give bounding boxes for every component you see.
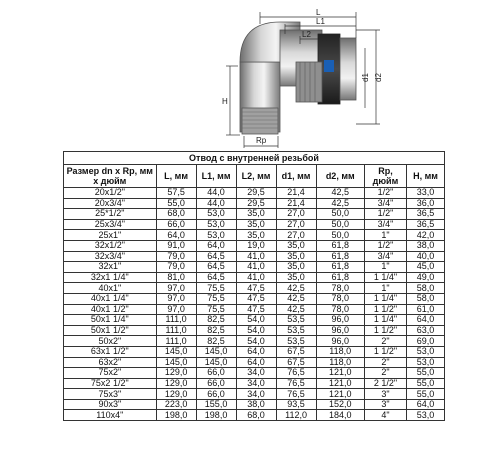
cell-size: 90x3"	[64, 399, 157, 410]
cell-Rp: 1 1/2"	[364, 346, 406, 357]
cell-d2: 78,0	[316, 304, 364, 315]
header-Rp: Rp, дюйм	[364, 165, 406, 188]
cell-L: 111,0	[156, 336, 196, 347]
cell-size: 25*1/2"	[64, 209, 157, 220]
header-H: H, мм	[407, 165, 445, 188]
cell-d2: 96,0	[316, 325, 364, 336]
table-row	[64, 346, 445, 357]
label-d1: d1	[361, 73, 370, 82]
cell-L1: 82,5	[196, 336, 236, 347]
cell-L1: 145,0	[196, 357, 236, 368]
table-row	[64, 209, 445, 220]
cell-H: 55,0	[407, 378, 445, 389]
cell-d1: 35,0	[276, 262, 316, 273]
cell-L2: 38,0	[236, 399, 276, 410]
cell-L1: 82,5	[196, 325, 236, 336]
cell-d1: 67,5	[276, 357, 316, 368]
cell-L2: 35,0	[236, 219, 276, 230]
cell-L2: 34,0	[236, 368, 276, 379]
cell-d1: 27,0	[276, 219, 316, 230]
cell-L: 57,5	[156, 188, 196, 199]
cell-L: 97,0	[156, 304, 196, 315]
cell-Rp: 1"	[364, 283, 406, 294]
cell-d1: 21,4	[276, 198, 316, 209]
cell-H: 53,0	[407, 346, 445, 357]
cell-d1: 76,5	[276, 389, 316, 400]
cell-H: 55,0	[407, 389, 445, 400]
cell-H: 64,0	[407, 399, 445, 410]
cell-L2: 41,0	[236, 262, 276, 273]
cell-d1: 27,0	[276, 209, 316, 220]
cell-L1: 44,0	[196, 188, 236, 199]
cell-L: 145,0	[156, 346, 196, 357]
label-L1: L1	[316, 17, 325, 26]
table-row	[64, 399, 445, 410]
cell-L: 223,0	[156, 399, 196, 410]
cell-size: 63x1 1/2"	[64, 346, 157, 357]
cell-Rp: 4"	[364, 410, 406, 421]
cell-d2: 78,0	[316, 283, 364, 294]
cell-L: 97,0	[156, 293, 196, 304]
table-row	[64, 336, 445, 347]
cell-d2: 50,0	[316, 219, 364, 230]
cell-size: 75x3"	[64, 389, 157, 400]
header-d2: d2, мм	[316, 165, 364, 188]
cell-H: 55,0	[407, 368, 445, 379]
cell-size: 75x2 1/2"	[64, 378, 157, 389]
cell-size: 40x1"	[64, 283, 157, 294]
cell-size: 25x3/4"	[64, 219, 157, 230]
cell-Rp: 3/4"	[364, 251, 406, 262]
cell-H: 49,0	[407, 272, 445, 283]
fitting-body	[240, 22, 356, 134]
cell-d1: 112,0	[276, 410, 316, 421]
cell-H: 63,0	[407, 325, 445, 336]
cell-H: 53,0	[407, 410, 445, 421]
cell-L: 64,0	[156, 230, 196, 241]
cell-size: 110x4"	[64, 410, 157, 421]
cell-L: 81,0	[156, 272, 196, 283]
cell-d2: 121,0	[316, 378, 364, 389]
table-row	[64, 315, 445, 326]
cell-L1: 66,0	[196, 389, 236, 400]
table-row	[64, 378, 445, 389]
cell-H: 36,5	[407, 219, 445, 230]
cell-d2: 50,0	[316, 230, 364, 241]
cell-L: 55,0	[156, 198, 196, 209]
cell-d2: 118,0	[316, 357, 364, 368]
cell-L2: 68,0	[236, 410, 276, 421]
cell-L2: 34,0	[236, 389, 276, 400]
cell-Rp: 1/2"	[364, 188, 406, 199]
cell-size: 32x1/2"	[64, 240, 157, 251]
cell-H: 38,0	[407, 240, 445, 251]
cell-H: 40,0	[407, 251, 445, 262]
cell-d1: 42,5	[276, 293, 316, 304]
cell-d1: 53,5	[276, 315, 316, 326]
cell-L2: 35,0	[236, 209, 276, 220]
cell-L: 198,0	[156, 410, 196, 421]
cell-size: 20x1/2"	[64, 188, 157, 199]
cell-d1: 53,5	[276, 336, 316, 347]
cell-L: 129,0	[156, 389, 196, 400]
cell-Rp: 3/4"	[364, 219, 406, 230]
cell-size: 32x1"	[64, 262, 157, 273]
cell-L1: 145,0	[196, 346, 236, 357]
cell-L2: 41,0	[236, 272, 276, 283]
label-L: L	[316, 8, 321, 17]
cell-L: 91,0	[156, 240, 196, 251]
cell-d2: 61,8	[316, 240, 364, 251]
cell-L: 111,0	[156, 315, 196, 326]
cell-L2: 29,5	[236, 188, 276, 199]
cell-d1: 42,5	[276, 304, 316, 315]
cell-L1: 75,5	[196, 283, 236, 294]
cell-H: 33,0	[407, 188, 445, 199]
cell-Rp: 1 1/4"	[364, 315, 406, 326]
cell-H: 42,0	[407, 230, 445, 241]
cell-size: 50x1 1/4"	[64, 315, 157, 326]
header-size: Размер dn x Rp, мм x дюйм	[64, 165, 157, 188]
cell-d2: 42,5	[316, 188, 364, 199]
cell-L: 129,0	[156, 368, 196, 379]
header-d1: d1, мм	[276, 165, 316, 188]
cell-size: 63x2"	[64, 357, 157, 368]
table-row	[64, 293, 445, 304]
cell-Rp: 1 1/2"	[364, 304, 406, 315]
cell-size: 25x1"	[64, 230, 157, 241]
cell-L2: 54,0	[236, 325, 276, 336]
cell-d1: 53,5	[276, 325, 316, 336]
table-row	[64, 240, 445, 251]
cell-H: 58,0	[407, 283, 445, 294]
header-L: L, мм	[156, 165, 196, 188]
cell-L2: 47,5	[236, 283, 276, 294]
cell-size: 20x3/4"	[64, 198, 157, 209]
cell-L2: 54,0	[236, 315, 276, 326]
cell-d1: 76,5	[276, 368, 316, 379]
table-row	[64, 283, 445, 294]
cell-d1: 42,5	[276, 283, 316, 294]
cell-Rp: 2"	[364, 368, 406, 379]
table-row	[64, 262, 445, 273]
cell-L2: 19,0	[236, 240, 276, 251]
table-row	[64, 188, 445, 199]
cell-d2: 121,0	[316, 368, 364, 379]
cell-d1: 35,0	[276, 251, 316, 262]
table-caption: Отвод с внутренней резьбой	[64, 152, 445, 165]
cell-L2: 47,5	[236, 293, 276, 304]
cell-H: 64,0	[407, 315, 445, 326]
cell-d2: 121,0	[316, 389, 364, 400]
cell-d1: 67,5	[276, 346, 316, 357]
cell-H: 36,0	[407, 198, 445, 209]
cell-H: 36,5	[407, 209, 445, 220]
cell-L1: 66,0	[196, 378, 236, 389]
cell-L2: 47,5	[236, 304, 276, 315]
cell-Rp: 1 1/4"	[364, 272, 406, 283]
cell-Rp: 1/2"	[364, 209, 406, 220]
cell-size: 75x2"	[64, 368, 157, 379]
cell-H: 53,0	[407, 357, 445, 368]
cell-d1: 76,5	[276, 378, 316, 389]
cell-L1: 82,5	[196, 315, 236, 326]
cell-L1: 66,0	[196, 368, 236, 379]
cell-size: 50x2"	[64, 336, 157, 347]
cell-L1: 53,0	[196, 230, 236, 241]
cell-L2: 29,5	[236, 198, 276, 209]
cell-d2: 96,0	[316, 315, 364, 326]
table-row	[64, 272, 445, 283]
cell-L1: 75,5	[196, 293, 236, 304]
cell-L: 79,0	[156, 251, 196, 262]
cell-L: 129,0	[156, 378, 196, 389]
cell-d2: 118,0	[316, 346, 364, 357]
cell-d1: 35,0	[276, 240, 316, 251]
cell-d1: 35,0	[276, 272, 316, 283]
table-row	[64, 410, 445, 421]
cell-H: 61,0	[407, 304, 445, 315]
cell-L: 111,0	[156, 325, 196, 336]
label-Rp: Rp	[256, 136, 267, 145]
table-row	[64, 251, 445, 262]
cell-Rp: 3"	[364, 389, 406, 400]
table-row	[64, 219, 445, 230]
cell-L1: 64,0	[196, 240, 236, 251]
label-H: H	[222, 97, 228, 106]
cell-L2: 54,0	[236, 336, 276, 347]
cell-Rp: 2"	[364, 357, 406, 368]
cell-d1: 93,5	[276, 399, 316, 410]
table-row	[64, 389, 445, 400]
elbow-fitting-drawing	[0, 0, 500, 150]
cell-d2: 152,0	[316, 399, 364, 410]
cell-d1: 27,0	[276, 230, 316, 241]
cell-L2: 41,0	[236, 251, 276, 262]
cell-d2: 78,0	[316, 293, 364, 304]
header-L1: L1, мм	[196, 165, 236, 188]
cell-L1: 64,5	[196, 251, 236, 262]
cell-d2: 50,0	[316, 209, 364, 220]
cell-L1: 44,0	[196, 198, 236, 209]
table-row	[64, 230, 445, 241]
cell-d2: 61,8	[316, 272, 364, 283]
table-header-row	[64, 165, 445, 188]
cell-L: 68,0	[156, 209, 196, 220]
cell-L1: 198,0	[196, 410, 236, 421]
cell-Rp: 2"	[364, 336, 406, 347]
cell-size: 40x1 1/4"	[64, 293, 157, 304]
cell-Rp: 2 1/2"	[364, 378, 406, 389]
cell-d2: 184,0	[316, 410, 364, 421]
cell-d1: 21,4	[276, 188, 316, 199]
cell-L1: 155,0	[196, 399, 236, 410]
cell-d2: 61,8	[316, 251, 364, 262]
cell-d2: 42,5	[316, 198, 364, 209]
table-row	[64, 325, 445, 336]
cell-size: 40x1 1/2"	[64, 304, 157, 315]
cell-H: 69,0	[407, 336, 445, 347]
cell-L1: 64,5	[196, 272, 236, 283]
label-L2: L2	[302, 30, 311, 39]
table-row	[64, 368, 445, 379]
cell-Rp: 1"	[364, 262, 406, 273]
table-row	[64, 304, 445, 315]
cell-L1: 53,0	[196, 209, 236, 220]
cell-Rp: 1/2"	[364, 240, 406, 251]
cell-H: 58,0	[407, 293, 445, 304]
cell-L: 97,0	[156, 283, 196, 294]
table-row	[64, 357, 445, 368]
label-d2: d2	[374, 73, 383, 82]
cell-L: 79,0	[156, 262, 196, 273]
cell-L2: 64,0	[236, 346, 276, 357]
cell-L1: 75,5	[196, 304, 236, 315]
cell-L2: 35,0	[236, 230, 276, 241]
cell-size: 32x3/4"	[64, 251, 157, 262]
cell-L1: 53,0	[196, 219, 236, 230]
cell-Rp: 1 1/2"	[364, 325, 406, 336]
cell-L: 145,0	[156, 357, 196, 368]
cell-L1: 64,5	[196, 262, 236, 273]
cell-size: 32x1 1/4"	[64, 272, 157, 283]
cell-d2: 96,0	[316, 336, 364, 347]
cell-size: 50x1 1/2"	[64, 325, 157, 336]
specification-table	[63, 151, 445, 421]
table-row	[64, 198, 445, 209]
cell-H: 45,0	[407, 262, 445, 273]
cell-Rp: 3/4"	[364, 198, 406, 209]
cell-L2: 64,0	[236, 357, 276, 368]
cell-Rp: 3"	[364, 399, 406, 410]
cell-Rp: 1"	[364, 230, 406, 241]
header-L2: L2, мм	[236, 165, 276, 188]
cell-L: 66,0	[156, 219, 196, 230]
cell-d2: 61,8	[316, 262, 364, 273]
table-body	[64, 188, 445, 421]
table-caption-row	[64, 152, 445, 165]
cell-Rp: 1 1/4"	[364, 293, 406, 304]
cell-L2: 34,0	[236, 378, 276, 389]
